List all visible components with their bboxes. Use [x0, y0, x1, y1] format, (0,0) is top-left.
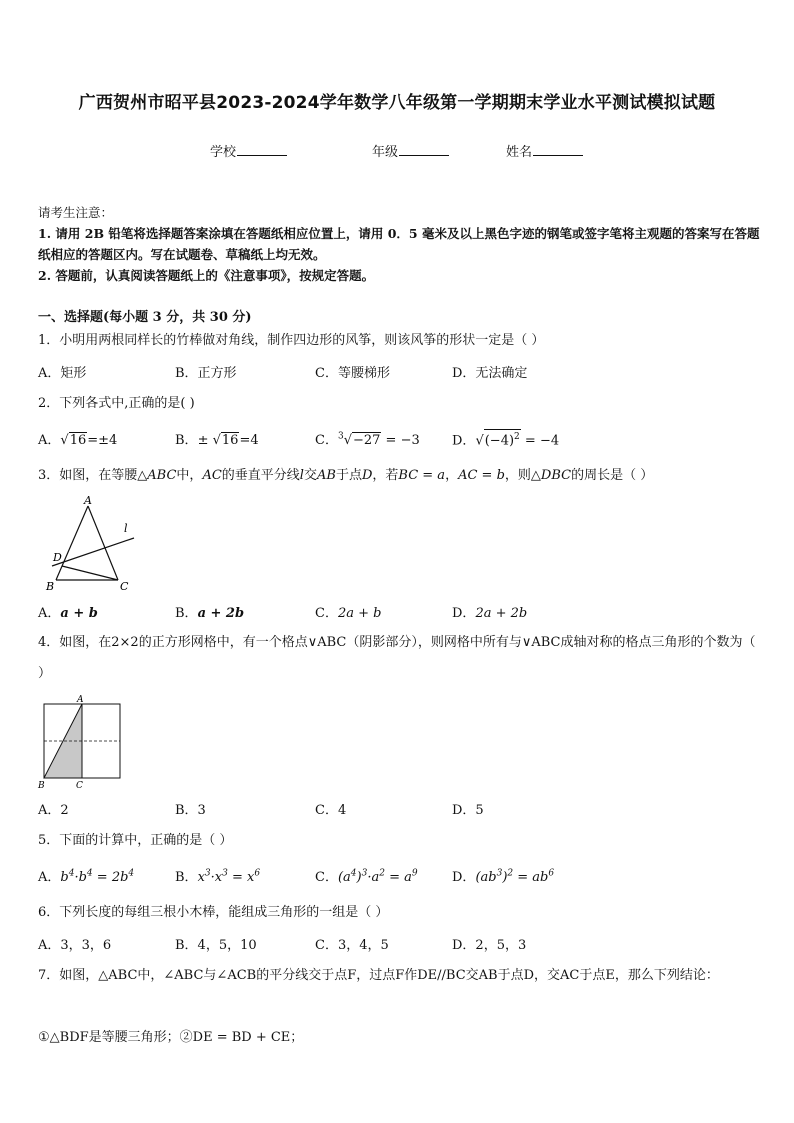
- q2-option-a[interactable]: A．√16=±4: [38, 433, 118, 448]
- grade-label: 年级: [372, 145, 399, 160]
- q2-option-c[interactable]: C．$^3$√−27 = −3: [315, 431, 420, 448]
- name-label: 姓名: [506, 145, 533, 160]
- q5-option-c-label: C．: [315, 870, 338, 885]
- section-heading: 一、选择题(每小题 3 分，共 30 分): [38, 310, 252, 325]
- q3-option-b[interactable]: [175, 602, 244, 621]
- q3-option-c[interactable]: [315, 602, 381, 621]
- school-label: 学校: [210, 145, 237, 160]
- q3-triangle-abc: △ABC: [137, 468, 177, 483]
- instructions-heading: 请考生注意：: [38, 205, 114, 220]
- question-2-stem: 2．下列各式中,正确的是( ): [38, 396, 195, 411]
- q2-d-exponent: 2: [514, 432, 520, 442]
- q2-b-rest: =4: [239, 433, 259, 448]
- q1-option-d[interactable]: D．无法确定: [452, 366, 528, 381]
- q4-fig-label-b: B: [38, 781, 45, 790]
- question-1-options: [38, 362, 758, 384]
- q4-fig-label-c: C: [76, 781, 83, 790]
- q5-option-d-label: D．: [452, 870, 476, 885]
- question-4-options: [38, 799, 758, 821]
- q3-text-e: 于点: [335, 468, 362, 483]
- q3-figure: [38, 494, 148, 594]
- q1-option-c[interactable]: C．等腰梯形: [315, 366, 390, 381]
- q6-option-a[interactable]: A．3，3，6: [38, 938, 112, 953]
- q3-line-l: l: [299, 468, 304, 483]
- q2-d-base: (−4): [484, 433, 515, 449]
- q3-text-i: 的周长是（ ）: [571, 468, 654, 483]
- q3-option-a[interactable]: [38, 602, 98, 621]
- q3-fig-label-c: C: [120, 580, 129, 593]
- q4-option-d[interactable]: D．5: [452, 803, 484, 818]
- q5-a-expr: $b^4\cdot b^4 = 2b^4$: [60, 868, 135, 885]
- school-field[interactable]: [210, 141, 287, 160]
- q3-option-c-value: 2a + b: [337, 606, 382, 621]
- q2-a-radicand: 16: [69, 433, 87, 448]
- q3-seg-ac: AC: [202, 468, 222, 483]
- q3-text-g: ，: [445, 468, 459, 483]
- school-blank[interactable]: [237, 143, 287, 156]
- q3-fig-side-ac: [88, 506, 118, 580]
- q2-option-d-label: D．: [452, 433, 476, 449]
- grade-field[interactable]: [372, 141, 449, 160]
- q2-option-b[interactable]: B．± √16=4: [175, 433, 259, 448]
- question-7-conclusions: ①△BDF是等腰三角形；②DE = BD + CE；: [38, 1030, 304, 1045]
- q2-b-radicand: 16: [221, 433, 239, 448]
- q3-text-c: 的垂直平分线: [221, 468, 300, 483]
- question-5-options: [38, 866, 758, 888]
- q3-option-a-label: A．: [38, 606, 61, 621]
- q3-option-a-value: a + b: [60, 606, 98, 621]
- q2-d-radicand: [484, 429, 521, 448]
- q5-b-expr: $x^3\cdot x^3 = x^6$: [197, 868, 261, 885]
- q5-option-a-label: A．: [38, 870, 61, 885]
- q4-figure: [36, 694, 126, 790]
- q2-option-b-label: B．: [175, 433, 198, 448]
- q3-option-d-value: 2a + 2b: [475, 606, 528, 621]
- instruction-2: 2. 答题前，认真阅读答题纸上的《注意事项》，按规定答题。: [38, 268, 375, 283]
- q6-option-d[interactable]: D．2，5，3: [452, 938, 527, 953]
- question-7-stem: 7．如图，△ABC中，∠ABC与∠ACB的平分线交于点F，过点F作DE//BC交AB于点D，交AC于点E，那么下列结论：: [38, 968, 719, 983]
- q5-option-d[interactable]: [452, 866, 554, 885]
- q3-fig-segment-dc: [62, 566, 118, 580]
- q3-fig-label-b: B: [46, 580, 55, 593]
- q3-text-d: 交: [303, 468, 317, 483]
- q3-option-b-label: B．: [175, 606, 198, 621]
- question-6-stem: 6．下列长度的每组三根小木棒，能组成三角形的一组是（ ）: [38, 905, 389, 920]
- grade-blank[interactable]: [399, 143, 449, 156]
- q3-fig-label-d: D: [53, 551, 62, 564]
- q3-ac-eq: AC = b: [458, 468, 505, 483]
- q2-option-a-label: A．: [38, 433, 61, 448]
- q3-option-c-label: C．: [315, 606, 338, 621]
- q4-option-a[interactable]: A．2: [38, 803, 69, 818]
- q2-option-c-label: C．: [315, 433, 338, 448]
- q5-d-expr: $(ab^3)^2 = ab^6$: [475, 868, 555, 885]
- q2-b-prefix: ±: [197, 433, 209, 448]
- q2-a-rest: =±4: [87, 433, 118, 448]
- q4-option-c[interactable]: C．4: [315, 803, 347, 818]
- q5-option-a[interactable]: [38, 866, 134, 885]
- instructions: [38, 202, 760, 286]
- q3-point-d: D: [361, 468, 373, 483]
- q3-text-h: ，则: [504, 468, 531, 483]
- q4-fig-label-a: A: [77, 695, 84, 705]
- q2-c-radicand: −27: [352, 433, 381, 448]
- q6-option-c[interactable]: C．3，4，5: [315, 938, 389, 953]
- q2-c-rest: = −3: [381, 433, 420, 448]
- q2-d-rest: = −4: [520, 433, 560, 449]
- q3-triangle-dbc: △DBC: [530, 468, 572, 483]
- question-3-options: [38, 602, 758, 624]
- q3-option-d-label: D．: [452, 606, 476, 621]
- q5-option-b-label: B．: [175, 870, 198, 885]
- q3-seg-ab: AB: [316, 468, 336, 483]
- question-5-stem: 5．下面的计算中，正确的是（ ）: [38, 833, 233, 848]
- q3-option-b-value: a + 2b: [197, 606, 245, 621]
- q6-option-b[interactable]: B．4，5，10: [175, 938, 257, 953]
- instruction-1: 1. 请用 2B 铅笔将选择题答案涂填在答题纸相应位置上，请用 0．5 毫米及以上黑色字迹的钢笔或签字笔将主观题的答案写在答题纸相应的答题区内。写在试题卷、草稿纸上均无效。: [38, 226, 760, 262]
- q1-option-a[interactable]: A．矩形: [38, 366, 87, 381]
- name-blank[interactable]: [533, 143, 583, 156]
- q3-text-f: ，若: [372, 468, 399, 483]
- question-1-stem: 1．小明用两根同样长的竹棒做对角线，制作四边形的风筝，则该风筝的形状一定是（ ）: [38, 333, 545, 348]
- question-6-options: [38, 934, 758, 956]
- page-title: 广西贺州市昭平县2023-2024学年数学八年级第一学期期末学业水平测试模拟试题: [78, 93, 716, 113]
- q5-option-c[interactable]: [315, 866, 418, 885]
- q1-option-b[interactable]: B．正方形: [175, 366, 237, 381]
- q3-fig-label-l: l: [124, 522, 128, 535]
- q3-option-d[interactable]: [452, 602, 527, 621]
- q3-text-b: 中，: [176, 468, 203, 483]
- name-field[interactable]: [506, 141, 583, 160]
- q3-bc-eq: BC = a: [398, 468, 446, 483]
- q2-option-d[interactable]: D．$√(-4)^2 = -4$: [452, 429, 559, 448]
- q3-text-a: 3．如图，在等腰: [38, 468, 138, 483]
- question-2-options: [38, 429, 758, 451]
- student-info-row: [0, 141, 794, 161]
- q2-c-index: 3: [337, 431, 344, 442]
- q4-option-b[interactable]: B．3: [175, 803, 206, 818]
- q5-option-b[interactable]: [175, 866, 260, 885]
- q5-c-expr: $(a^4)^3\cdot a^2 = a^9$: [337, 868, 418, 885]
- question-4-stem: 4．如图，在2×2的正方形网格中，有一个格点∨ABC（阴影部分），则网格中所有与∨ABC成轴对称的格点三角形的个数为（ ）: [38, 635, 756, 681]
- q3-fig-label-a: A: [84, 494, 92, 507]
- q3-fig-line-l: [52, 538, 134, 566]
- question-3-stem: [38, 466, 758, 486]
